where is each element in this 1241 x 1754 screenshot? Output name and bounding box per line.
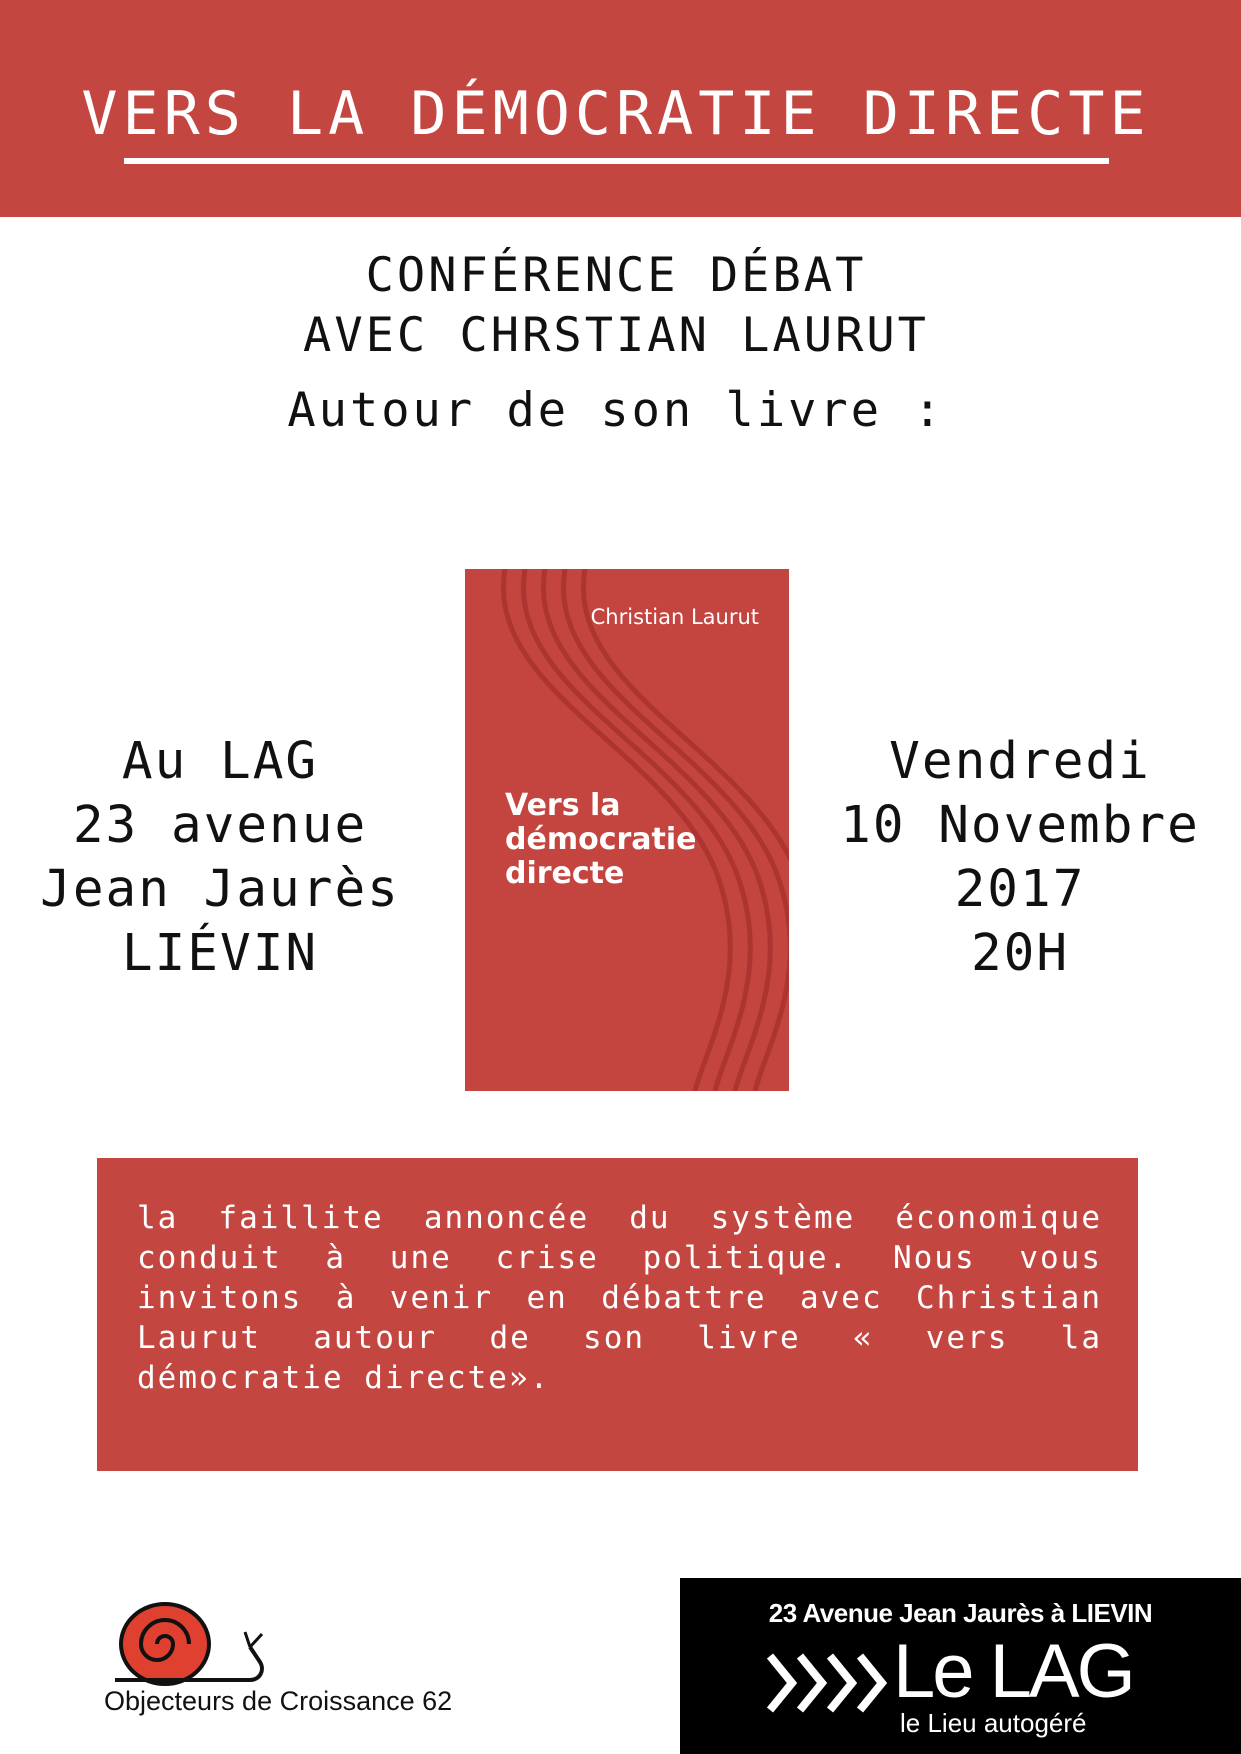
page-title: VERS LA DÉMOCRATIE DIRECTE [81,79,1151,149]
book-title-line: démocratie [505,822,697,857]
speaker-line: AVEC CHRSTIAN LAURUT [303,308,929,363]
date-line: Vendredi [889,732,1151,791]
description-box [97,1158,1138,1471]
venue-line: Au LAG [121,732,319,791]
lag-logo [680,1578,1241,1754]
venue-line: 23 avenue [72,796,368,855]
lag-tagline: le Lieu autogéré [900,1708,1087,1738]
title-underline [124,158,1109,164]
venue-line: Jean Jaurès [40,860,400,919]
venue-line: LIÉVIN [121,924,319,983]
date-line: 20H [970,924,1070,983]
date-line: 2017 [954,860,1086,919]
chevrons-icon [766,1648,896,1718]
description-text: la faillite annoncée du système économique conduit à une crise politique. Nous vous invitons à venir en débattre avec Christian Laurut autour de son livre « vers la démocratie directe». [137,1200,1102,1396]
event-type: CONFÉRENCE DÉBAT [365,248,867,303]
venue-block [20,730,420,986]
date-line: 10 Novembre [840,796,1200,855]
book-intro: Autour de son livre : [287,383,945,438]
date-block [820,730,1220,986]
book-title-line: directe [505,856,625,891]
book-cover [465,569,789,1091]
lag-name: Le LAG [893,1629,1133,1714]
header-banner [0,0,1241,217]
book-title-line: Vers la [505,788,621,823]
lag-address: 23 Avenue Jean Jaurès à LIEVIN [768,1598,1153,1628]
book-title [505,789,765,891]
book-author: Christian Laurut [590,605,759,629]
org-logo-text: Objecteurs de Croissance 62 [104,1686,453,1716]
